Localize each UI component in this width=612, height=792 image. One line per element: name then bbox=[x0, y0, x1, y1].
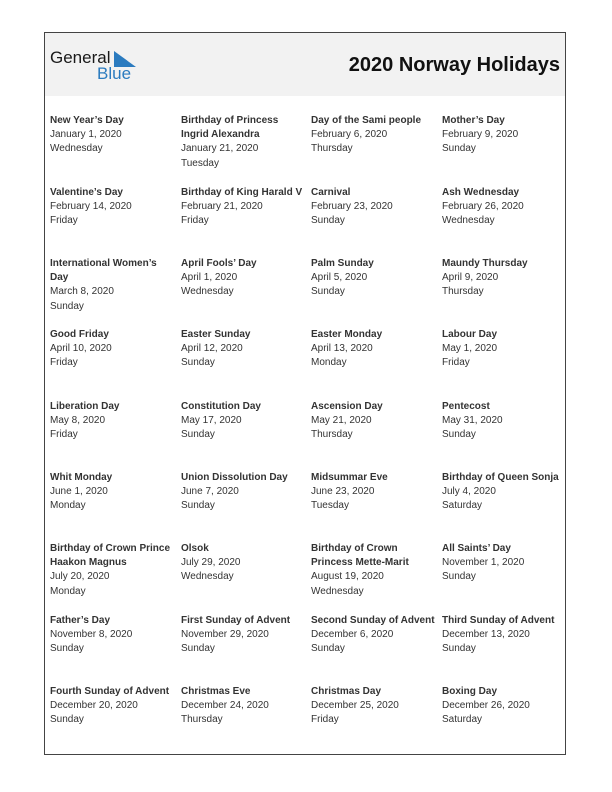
holiday-name: First Sunday of Advent bbox=[181, 615, 291, 626]
holiday-name: Ash Wednesday bbox=[442, 187, 520, 198]
holiday-item bbox=[311, 114, 435, 157]
holiday-item bbox=[181, 186, 305, 229]
holiday-day: Sunday bbox=[442, 643, 476, 655]
holiday-date: February 9, 2020 bbox=[442, 129, 519, 141]
holiday-name: All Saints’ Day bbox=[442, 543, 511, 554]
holiday-item bbox=[50, 328, 174, 371]
holiday-name: Birthday of Crown Princess Mette-Marit bbox=[311, 543, 409, 569]
holiday-date: August 19, 2020 bbox=[311, 571, 384, 583]
holiday-date: November 1, 2020 bbox=[442, 557, 525, 569]
holiday-date: May 1, 2020 bbox=[442, 343, 498, 355]
holiday-day: Friday bbox=[442, 357, 470, 369]
holiday-item bbox=[50, 400, 174, 443]
holiday-item bbox=[311, 614, 435, 657]
holiday-name: Birthday of Queen Sonja bbox=[442, 472, 559, 483]
holiday-day: Sunday bbox=[442, 143, 476, 155]
holiday-item bbox=[311, 685, 435, 728]
holiday-day: Sunday bbox=[311, 643, 345, 655]
holiday-name: Christmas Eve bbox=[181, 686, 251, 697]
holiday-date: May 17, 2020 bbox=[181, 415, 242, 427]
holiday-name: April Fools’ Day bbox=[181, 258, 257, 269]
holiday-name: Union Dissolution Day bbox=[181, 472, 288, 483]
holiday-date: July 29, 2020 bbox=[181, 557, 241, 569]
holiday-day: Thursday bbox=[181, 714, 223, 726]
brand-word-blue: Blue bbox=[97, 64, 132, 83]
holiday-item bbox=[50, 186, 174, 229]
holiday-item bbox=[181, 328, 305, 371]
holiday-name: Valentine’s Day bbox=[50, 187, 123, 198]
holiday-date: January 1, 2020 bbox=[50, 129, 122, 141]
holiday-date: February 26, 2020 bbox=[442, 201, 524, 213]
holiday-date: April 1, 2020 bbox=[181, 272, 238, 284]
holiday-item bbox=[181, 685, 305, 728]
holiday-day: Monday bbox=[311, 357, 347, 369]
holiday-day: Sunday bbox=[181, 429, 215, 441]
holiday-name: International Women’s Day bbox=[50, 258, 157, 284]
page-title: 2020 Norway Holidays bbox=[348, 54, 560, 76]
holiday-name: Olsok bbox=[181, 543, 209, 554]
holiday-day: Thursday bbox=[311, 429, 353, 441]
holiday-name: Second Sunday of Advent bbox=[311, 615, 435, 626]
holiday-date: February 23, 2020 bbox=[311, 201, 393, 213]
holiday-item bbox=[311, 542, 435, 599]
page-frame bbox=[44, 32, 566, 755]
holiday-name: Day of the Sami people bbox=[311, 115, 422, 126]
holiday-name: Palm Sunday bbox=[311, 258, 374, 269]
holiday-date: April 10, 2020 bbox=[50, 343, 112, 355]
holiday-date: March 8, 2020 bbox=[50, 286, 114, 298]
holiday-item bbox=[442, 257, 566, 300]
holiday-name: Birthday of Princess Ingrid Alexandra bbox=[181, 115, 279, 141]
holiday-date: December 24, 2020 bbox=[181, 700, 269, 712]
holiday-day: Sunday bbox=[442, 571, 476, 583]
holiday-day: Tuesday bbox=[311, 500, 349, 512]
holiday-date: July 4, 2020 bbox=[442, 486, 496, 498]
holiday-name: Mother’s Day bbox=[442, 115, 505, 126]
holiday-item bbox=[442, 614, 566, 657]
holiday-item bbox=[181, 542, 305, 585]
holiday-name: New Year’s Day bbox=[50, 115, 124, 126]
holiday-name: Good Friday bbox=[50, 329, 109, 340]
holiday-date: June 23, 2020 bbox=[311, 486, 375, 498]
holiday-day: Wednesday bbox=[50, 143, 103, 155]
holiday-date: November 29, 2020 bbox=[181, 629, 269, 641]
holiday-day: Friday bbox=[50, 429, 78, 441]
holiday-day: Monday bbox=[50, 500, 86, 512]
holiday-name: Maundy Thursday bbox=[442, 258, 528, 269]
holiday-date: December 20, 2020 bbox=[50, 700, 138, 712]
holiday-name: Pentecost bbox=[442, 401, 490, 412]
holiday-grid bbox=[45, 33, 565, 754]
holiday-date: April 13, 2020 bbox=[311, 343, 373, 355]
holiday-item bbox=[50, 614, 174, 657]
holiday-day: Thursday bbox=[311, 143, 353, 155]
holiday-item bbox=[311, 471, 435, 514]
holiday-name: Liberation Day bbox=[50, 401, 120, 412]
holiday-name: Fourth Sunday of Advent bbox=[50, 686, 170, 697]
holiday-day: Sunday bbox=[181, 643, 215, 655]
holiday-day: Sunday bbox=[50, 300, 84, 312]
holiday-name: Boxing Day bbox=[442, 686, 498, 697]
holiday-name: Constitution Day bbox=[181, 401, 261, 412]
holiday-date: May 31, 2020 bbox=[442, 415, 503, 427]
holiday-day: Sunday bbox=[50, 714, 84, 726]
holiday-day: Saturday bbox=[442, 500, 483, 512]
holiday-date: April 9, 2020 bbox=[442, 272, 499, 284]
holiday-item bbox=[181, 471, 305, 514]
holiday-item bbox=[50, 114, 174, 157]
holiday-date: July 20, 2020 bbox=[50, 571, 110, 583]
holiday-date: December 25, 2020 bbox=[311, 700, 399, 712]
holiday-date: January 21, 2020 bbox=[181, 143, 259, 155]
holiday-date: June 7, 2020 bbox=[181, 486, 239, 498]
holiday-item bbox=[311, 186, 435, 229]
holiday-date: May 21, 2020 bbox=[311, 415, 372, 427]
holiday-date: April 5, 2020 bbox=[311, 272, 368, 284]
holiday-item bbox=[50, 471, 174, 514]
holiday-item bbox=[442, 471, 566, 514]
holiday-day: Sunday bbox=[311, 215, 345, 227]
holiday-date: December 26, 2020 bbox=[442, 700, 530, 712]
holiday-day: Sunday bbox=[311, 286, 345, 298]
holiday-name: Birthday of Crown Prince Haakon Magnus bbox=[50, 543, 171, 569]
holiday-date: May 8, 2020 bbox=[50, 415, 106, 427]
holiday-item bbox=[181, 114, 305, 171]
holiday-item bbox=[50, 542, 174, 599]
holiday-item bbox=[50, 257, 174, 314]
holiday-day: Sunday bbox=[181, 500, 215, 512]
holiday-day: Sunday bbox=[50, 643, 84, 655]
holiday-item bbox=[442, 186, 566, 229]
holiday-day: Wednesday bbox=[442, 215, 495, 227]
holiday-day: Wednesday bbox=[181, 571, 234, 583]
holiday-name: Father’s Day bbox=[50, 615, 111, 626]
holiday-item bbox=[442, 328, 566, 371]
holiday-item bbox=[181, 400, 305, 443]
holiday-item bbox=[442, 114, 566, 157]
holiday-name: Christmas Day bbox=[311, 686, 382, 697]
holiday-date: February 21, 2020 bbox=[181, 201, 263, 213]
holiday-item bbox=[311, 328, 435, 371]
holiday-day: Wednesday bbox=[311, 585, 364, 597]
holiday-item bbox=[181, 257, 305, 300]
holiday-day: Tuesday bbox=[181, 157, 219, 169]
holiday-day: Friday bbox=[50, 357, 78, 369]
holiday-name: Midsummar Eve bbox=[311, 472, 388, 483]
holiday-name: Whit Monday bbox=[50, 472, 113, 483]
brand-word-general: General bbox=[50, 48, 111, 67]
holiday-date: February 14, 2020 bbox=[50, 201, 132, 213]
holiday-name: Easter Monday bbox=[311, 329, 383, 340]
holiday-item bbox=[442, 542, 566, 585]
holiday-name: Birthday of King Harald V bbox=[181, 187, 303, 198]
holiday-day: Monday bbox=[50, 585, 86, 597]
holiday-day: Friday bbox=[311, 714, 339, 726]
holiday-day: Saturday bbox=[442, 714, 483, 726]
holiday-day: Wednesday bbox=[181, 286, 234, 298]
holiday-item bbox=[181, 614, 305, 657]
holiday-item bbox=[311, 257, 435, 300]
holiday-item bbox=[50, 685, 174, 728]
holiday-date: December 6, 2020 bbox=[311, 629, 394, 641]
holiday-day: Friday bbox=[50, 215, 78, 227]
holiday-day: Thursday bbox=[442, 286, 484, 298]
holiday-name: Ascension Day bbox=[311, 401, 383, 412]
holiday-item bbox=[311, 400, 435, 443]
holiday-date: December 13, 2020 bbox=[442, 629, 530, 641]
holiday-name: Labour Day bbox=[442, 329, 498, 340]
holiday-name: Carnival bbox=[311, 187, 351, 198]
holiday-day: Sunday bbox=[442, 429, 476, 441]
holiday-date: April 12, 2020 bbox=[181, 343, 243, 355]
holiday-date: June 1, 2020 bbox=[50, 486, 108, 498]
holiday-date: November 8, 2020 bbox=[50, 629, 133, 641]
holiday-day: Friday bbox=[181, 215, 209, 227]
holiday-name: Easter Sunday bbox=[181, 329, 251, 340]
holiday-item bbox=[442, 400, 566, 443]
holiday-item bbox=[442, 685, 566, 728]
holiday-day: Sunday bbox=[181, 357, 215, 369]
holiday-name: Third Sunday of Advent bbox=[442, 615, 555, 626]
holiday-date: February 6, 2020 bbox=[311, 129, 388, 141]
